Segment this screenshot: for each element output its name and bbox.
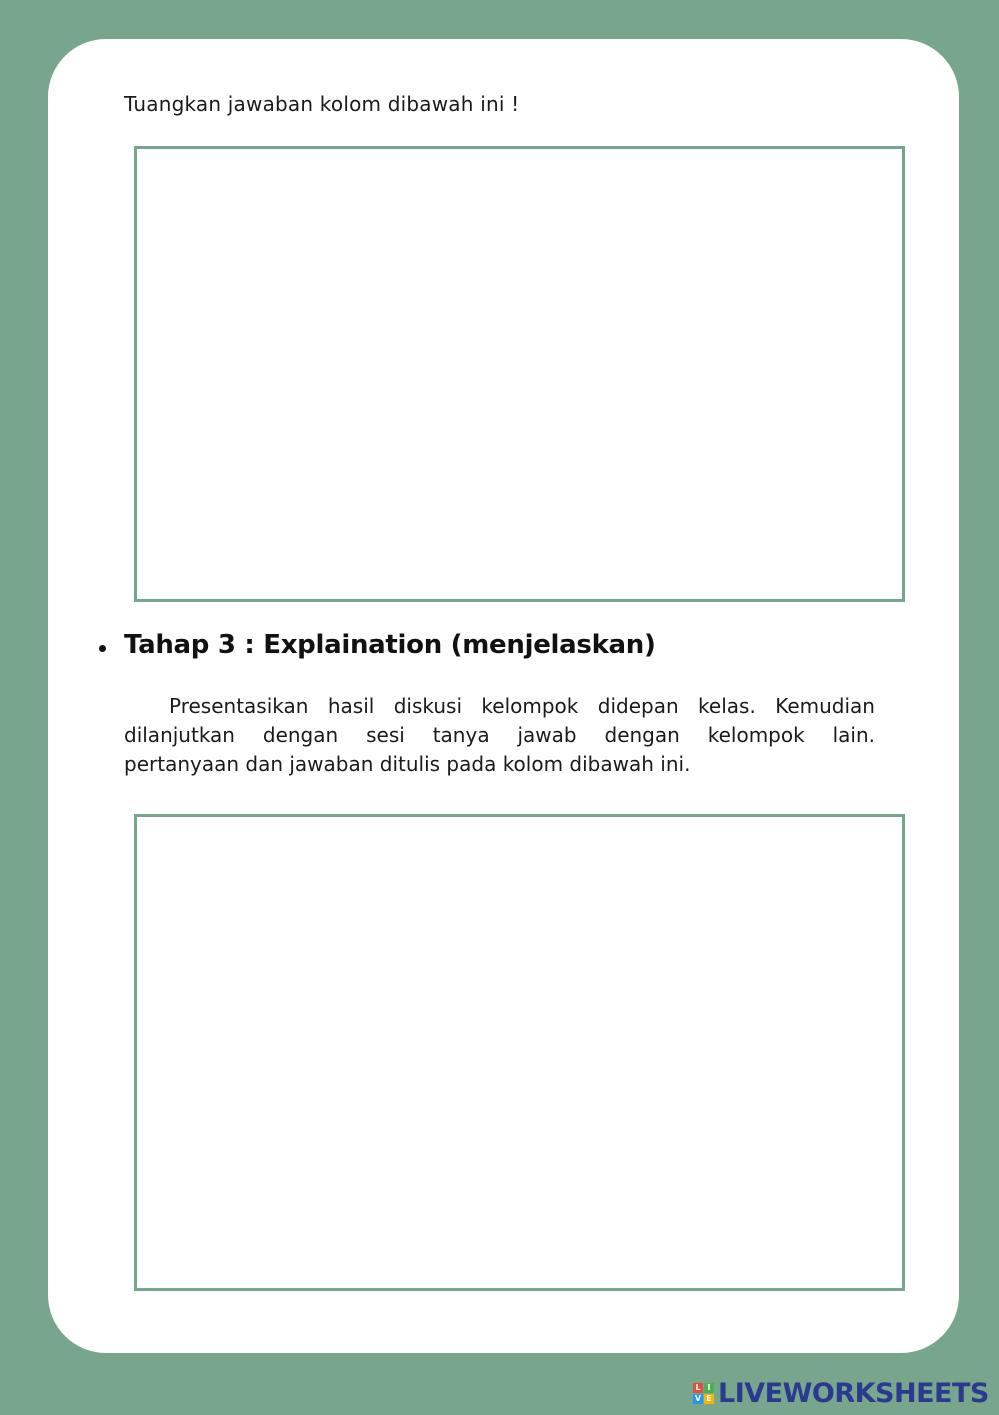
section-heading: Tahap 3 : Explaination (menjelaskan) xyxy=(124,630,656,660)
answer-box-1[interactable] xyxy=(134,146,905,602)
logo-letter-i: I xyxy=(704,1383,714,1393)
section-instructions xyxy=(124,692,875,779)
liveworksheets-logo xyxy=(693,1378,989,1409)
paragraph-line: pertanyaan dan jawaban ditulis pada kolom dibawah ini. xyxy=(124,752,691,776)
logo-letter-l: L xyxy=(693,1383,703,1393)
logo-grid-icon xyxy=(693,1383,714,1404)
paragraph-line: Presentasikan hasil diskusi kelompok didepan kelas. Kemudian xyxy=(169,694,875,718)
bullet-icon xyxy=(99,645,106,652)
answer-box-2[interactable] xyxy=(134,814,905,1291)
logo-letter-e: E xyxy=(704,1394,714,1404)
instruction-text: Tuangkan jawaban kolom dibawah ini ! xyxy=(124,92,520,116)
logo-letter-v: V xyxy=(694,1394,702,1403)
brand-text: LIVEWORKSHEETS xyxy=(718,1378,989,1409)
paragraph-line: dilanjutkan dengan sesi tanya jawab dengan kelompok lain. xyxy=(124,723,875,747)
